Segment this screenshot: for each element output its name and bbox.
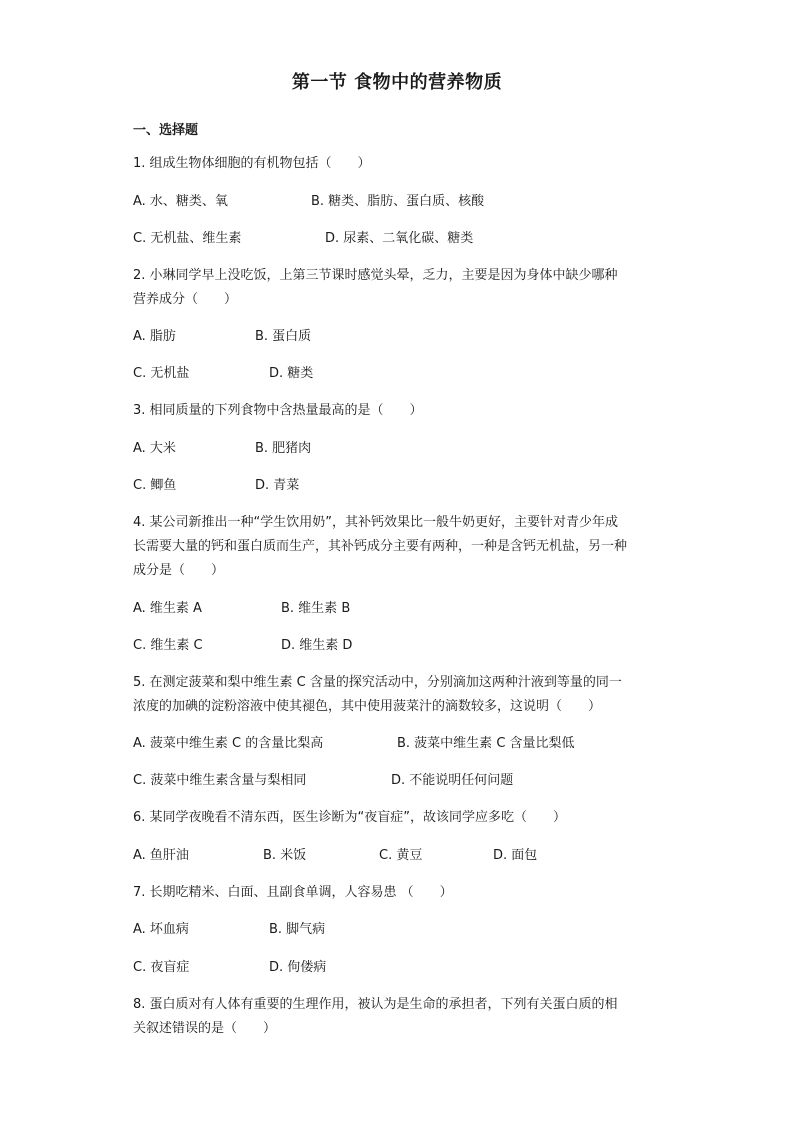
section-heading: 一、选择题 — [133, 123, 199, 138]
question-1-option-c: C. 无机盐、维生素 — [133, 231, 242, 246]
question-4-option-b: B. 维生素 B — [281, 601, 351, 616]
question-2-option-d: D. 糖类 — [269, 366, 314, 381]
question-6-option-b: B. 米饭 — [263, 848, 307, 863]
question-4-stem-line-2: 长需要大量的钙和蛋白质而生产，其补钙成分主要有两种，一种是含钙无机盐，另一种 — [133, 539, 628, 554]
question-4-stem-line-1: 4. 某公司新推出一种“学生饮用奶”，其补钙效果比一般牛奶更好，主要针对青少年成 — [133, 515, 619, 530]
question-4-option-a: A. 维生素 A — [133, 601, 202, 616]
question-2-option-c: C. 无机盐 — [133, 366, 190, 381]
question-7-option-d: D. 佝偻病 — [269, 960, 327, 975]
question-5-option-b: B. 菠菜中维生素 C 含量比梨低 — [397, 736, 575, 751]
question-1-stem: 1. 组成生物体细胞的有机物包括（ ） — [133, 156, 371, 171]
question-1-option-a: A. 水、糖类、氧 — [133, 194, 228, 209]
question-4-option-c: C. 维生素 C — [133, 638, 203, 653]
question-7-option-a: A. 坏血病 — [133, 922, 189, 937]
question-5-stem-line-1: 5. 在测定菠菜和梨中维生素 C 含量的探究活动中，分别滴加这两种汁液到等量的同一 — [133, 675, 622, 690]
question-6-option-a: A. 鱼肝油 — [133, 848, 189, 863]
question-1-option-b: B. 糖类、脂肪、蛋白质、核酸 — [311, 194, 485, 209]
page-title: 第一节 食物中的营养物质 — [291, 72, 503, 93]
question-6-stem: 6. 某同学夜晚看不清东西，医生诊断为“夜盲症”，故该同学应多吃（ ） — [133, 810, 567, 825]
question-4-option-d: D. 维生素 D — [281, 638, 353, 653]
question-5-option-a: A. 菠菜中维生素 C 的含量比梨高 — [133, 736, 324, 751]
question-3-option-c: C. 鲫鱼 — [133, 478, 177, 493]
question-5-option-c: C. 菠菜中维生素含量与梨相同 — [133, 773, 307, 788]
question-2-option-b: B. 蛋白质 — [255, 329, 312, 344]
question-2-stem-line-1: 2. 小琳同学早上没吃饭，上第三节课时感觉头晕，乏力，主要是因为身体中缺少哪种 — [133, 268, 618, 283]
question-5-stem-line-2: 浓度的加碘的淀粉溶液中使其褪色，其中使用菠菜汁的滴数较多，这说明（ ） — [133, 699, 602, 714]
question-6-option-d: D. 面包 — [493, 848, 538, 863]
question-7-option-b: B. 脚气病 — [269, 922, 326, 937]
question-2-stem-line-2: 营养成分（ ） — [133, 292, 238, 307]
question-1-option-d: D. 尿素、二氧化碳、糖类 — [325, 231, 474, 246]
question-2-option-a: A. 脂肪 — [133, 329, 176, 344]
question-5-option-d: D. 不能说明任何问题 — [391, 773, 514, 788]
question-3-stem: 3. 相同质量的下列食物中含热量最高的是（ ） — [133, 403, 423, 418]
question-3-option-a: A. 大米 — [133, 441, 176, 456]
question-6-option-c: C. 黄豆 — [379, 848, 423, 863]
question-3-option-d: D. 青菜 — [255, 478, 300, 493]
question-7-stem: 7. 长期吃精米、白面、且副食单调，人容易患 （ ） — [133, 885, 453, 900]
question-7-option-c: C. 夜盲症 — [133, 960, 190, 975]
question-3-option-b: B. 肥猪肉 — [255, 441, 312, 456]
question-8-stem-line-2: 关叙述错误的是（ ） — [133, 1021, 277, 1036]
question-4-stem-line-3: 成分是（ ） — [133, 563, 225, 578]
question-8-stem-line-1: 8. 蛋白质对有人体有重要的生理作用，被认为是生命的承担者，下列有关蛋白质的相 — [133, 997, 618, 1012]
